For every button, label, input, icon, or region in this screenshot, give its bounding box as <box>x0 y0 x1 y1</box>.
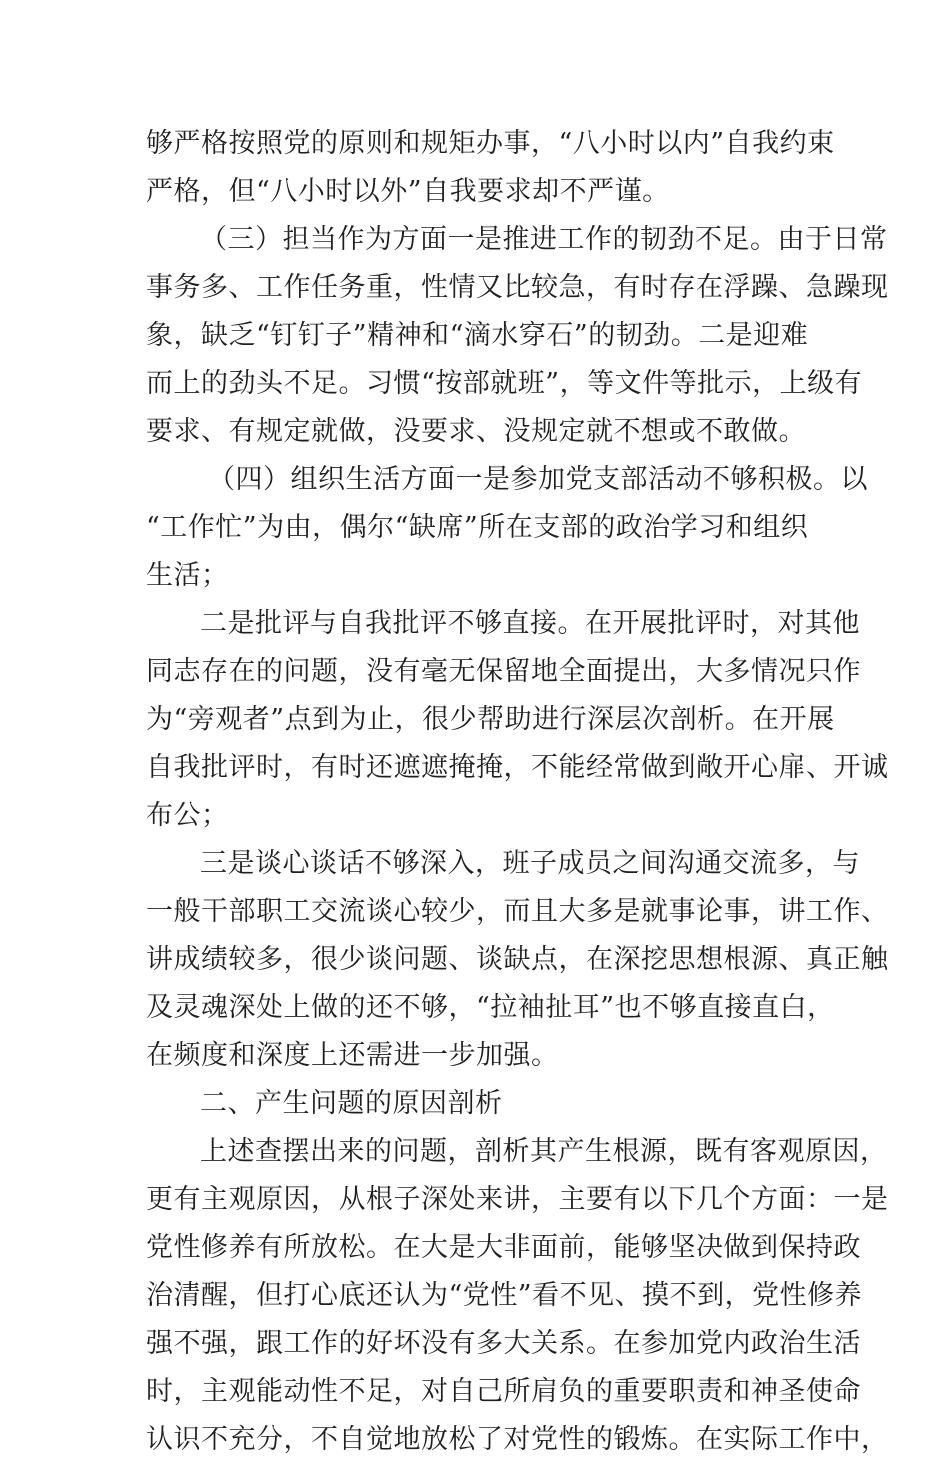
text-line: 布公； <box>146 800 229 831</box>
text-line: 时，主观能动性不足，对自己所肩负的重要职责和神圣使命 <box>146 1376 861 1407</box>
text-line: 党性修养有所放松。在大是大非面前，能够坚决做到保持政 <box>146 1232 861 1263</box>
paragraph-start-line: 三是谈心谈话不够深入，班子成员之间沟通交流多，与 <box>200 848 860 879</box>
section-heading-line: （三）担当作为方面一是推进工作的韧劲不足。由于日常 <box>200 224 888 255</box>
text-line: 强不强，跟工作的好坏没有多大关系。在参加党内政治生活 <box>146 1328 861 1359</box>
text-line: 一般干部职工交流谈心较少，而且大多是就事论事，讲工作、 <box>146 896 889 927</box>
text-line: 象，缺乏“钉钉子”精神和“滴水穿石”的韧劲。二是迎难 <box>146 320 809 351</box>
text-line: 事务多、工作任务重，性情又比较急，有时存在浮躁、急躁现 <box>146 272 889 303</box>
text-line: 更有主观原因，从根子深处来讲，主要有以下几个方面：一是 <box>146 1184 889 1215</box>
text-line: 生活； <box>146 560 229 591</box>
text-line: 在频度和深度上还需进一步加强。 <box>146 1040 559 1071</box>
text-line: 要求、有规定就做，没要求、没规定就不想或不敢做。 <box>146 416 806 447</box>
text-line: “工作忙”为由，偶尔“缺席”所在支部的政治学习和组织 <box>146 512 809 543</box>
text-line: 而上的劲头不足。习惯“按部就班”，等文件等批示，上级有 <box>146 368 863 399</box>
text-line: 够严格按照党的原则和规矩办事，“八小时以内”自我约束 <box>146 128 835 159</box>
paragraph-start-line: 上述查摆出来的问题，剖析其产生根源，既有客观原因， <box>200 1136 888 1167</box>
text-line: 为“旁观者”点到为止，很少帮助进行深层次剖析。在开展 <box>146 704 835 735</box>
text-line: 自我批评时，有时还遮遮掩掩，不能经常做到敞开心扉、开诚 <box>146 752 889 783</box>
text-line: 同志存在的问题，没有毫无保留地全面提出，大多情况只作 <box>146 656 861 687</box>
paragraph-start-line: 二是批评与自我批评不够直接。在开展批评时，对其他 <box>200 608 860 639</box>
text-line: 讲成绩较多，很少谈问题、谈缺点，在深挖思想根源、真正触 <box>146 944 889 975</box>
text-line: 治清醒，但打心底还认为“党性”看不见、摸不到，党性修养 <box>146 1280 863 1311</box>
text-line: 认识不充分，不自觉地放松了对党性的锻炼。在实际工作中， <box>146 1424 889 1455</box>
text-line: 严格，但“八小时以外”自我要求却不严谨。 <box>146 176 670 207</box>
text-line: 及灵魂深处上做的还不够，“拉袖扯耳”也不够直接直白， <box>146 992 835 1023</box>
section-heading-line: （四）组织生活方面一是参加党支部活动不够积极。以 <box>208 464 868 495</box>
document-body <box>146 120 889 1464</box>
section-heading: 二、产生问题的原因剖析 <box>200 1088 503 1119</box>
